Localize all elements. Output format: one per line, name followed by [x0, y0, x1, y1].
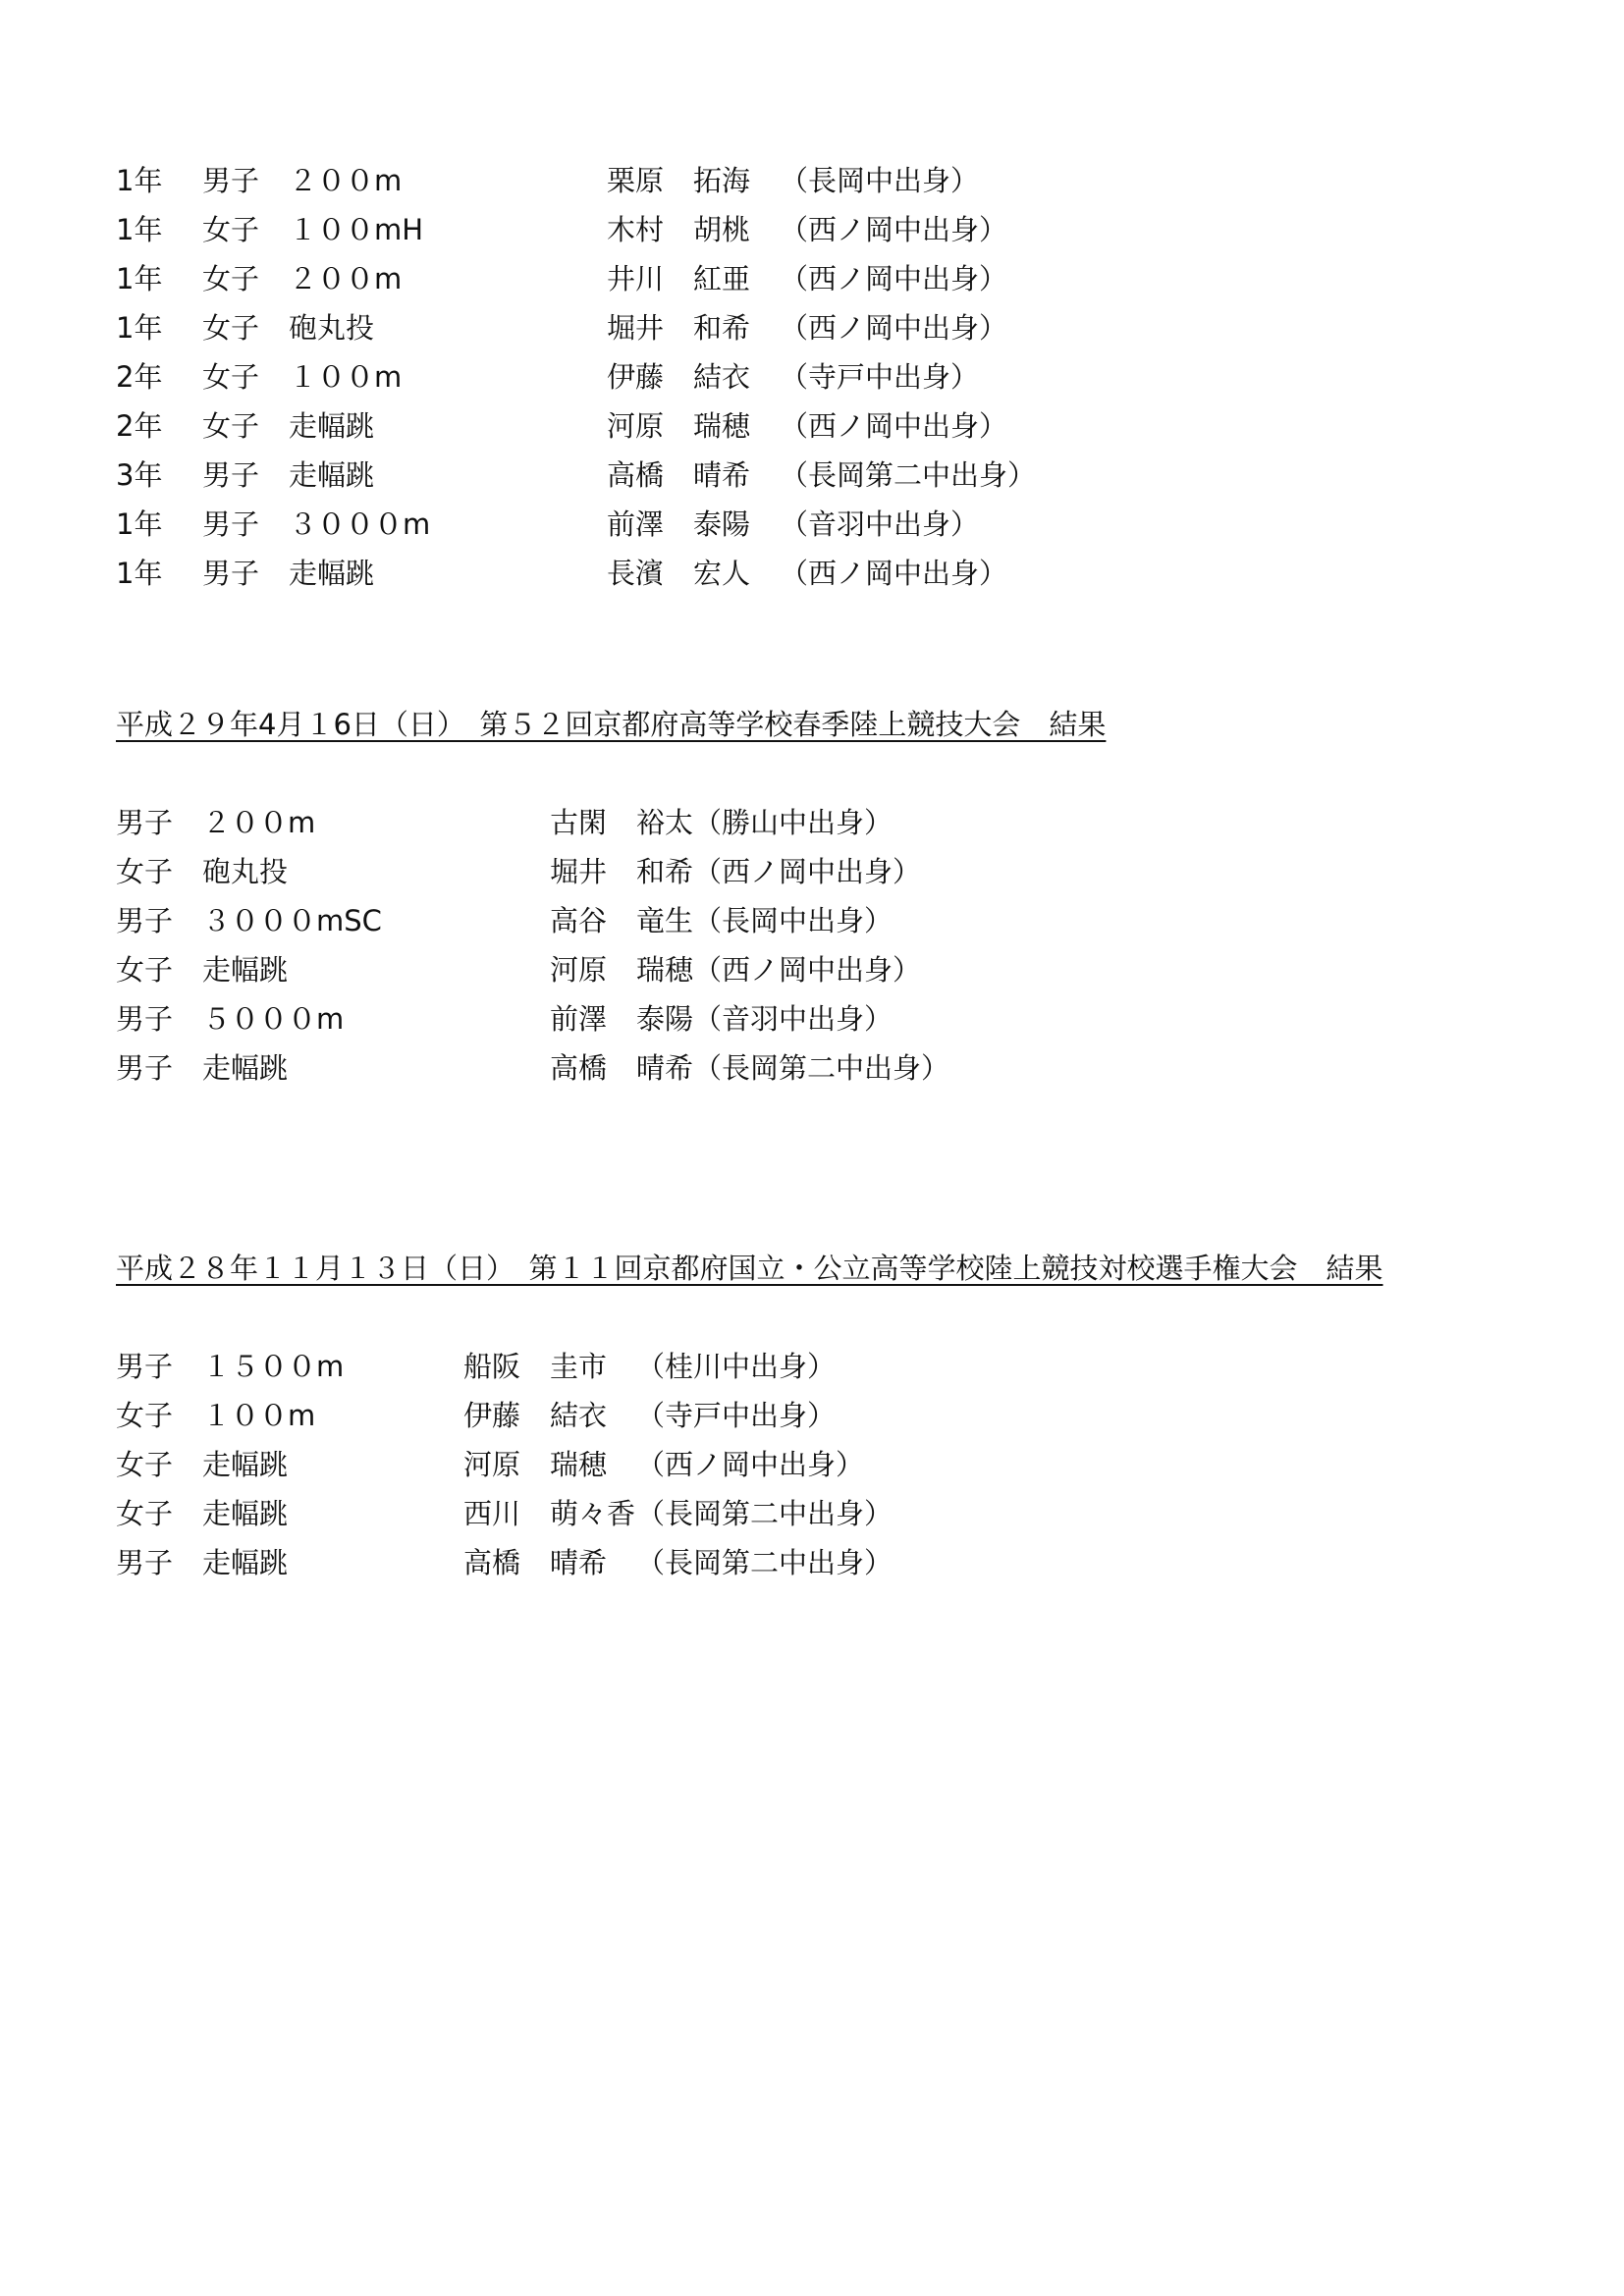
event: ２００m	[289, 262, 403, 295]
gender: 男子	[116, 806, 174, 839]
grade: 2年	[116, 409, 163, 443]
athlete-given-name: 宏人	[693, 557, 751, 590]
athlete-given-name: 竜生	[636, 904, 694, 937]
grade: 3年	[116, 458, 163, 492]
event: ３０００mSC	[202, 904, 382, 937]
school: （寺戸中出身）	[780, 360, 980, 394]
gender: 女子	[202, 213, 260, 246]
school: （西ノ岡中出身）	[693, 953, 922, 987]
school: （桂川中出身）	[636, 1350, 837, 1383]
gender: 男子	[116, 1051, 174, 1085]
school: （長岡第二中出身）	[780, 458, 1037, 492]
grade: 1年	[116, 164, 163, 197]
school: （西ノ岡中出身）	[780, 262, 1008, 295]
school: （長岡第二中出身）	[636, 1497, 893, 1530]
athlete-surname: 伊藤	[463, 1399, 521, 1432]
athlete-surname: 高橋	[463, 1546, 521, 1579]
gender: 女子	[202, 360, 260, 394]
athlete-surname: 河原	[550, 953, 608, 987]
gender: 男子	[202, 507, 260, 541]
athlete-surname: 長濱	[607, 557, 665, 590]
athlete-given-name: 圭市	[550, 1350, 608, 1383]
athlete-surname: 河原	[463, 1448, 521, 1481]
athlete-given-name: 晴希	[693, 458, 751, 492]
athlete-surname: 井川	[607, 262, 665, 295]
athlete-surname: 木村	[607, 213, 665, 246]
athlete-surname: 高橋	[607, 458, 665, 492]
athlete-given-name: 和希	[693, 311, 751, 345]
school: （音羽中出身）	[780, 507, 980, 541]
athlete-given-name: 泰陽	[693, 507, 751, 541]
athlete-surname: 堀井	[550, 855, 608, 888]
gender: 男子	[116, 1002, 174, 1036]
grade: 1年	[116, 213, 163, 246]
athlete-given-name: 泰陽	[636, 1002, 694, 1036]
school: （西ノ岡中出身）	[780, 557, 1008, 590]
event: １００m	[202, 1399, 316, 1432]
gender: 男子	[116, 904, 174, 937]
grade: 2年	[116, 360, 163, 394]
athlete-given-name: 裕太	[636, 806, 694, 839]
event: 走幅跳	[202, 1497, 289, 1530]
athlete-given-name: 結衣	[693, 360, 751, 394]
grade: 1年	[116, 262, 163, 295]
gender: 女子	[116, 1497, 174, 1530]
athlete-surname: 前澤	[550, 1002, 608, 1036]
athlete-given-name: 晴希	[636, 1051, 694, 1085]
athlete-given-name: 瑞穂	[550, 1448, 608, 1481]
athlete-surname: 伊藤	[607, 360, 665, 394]
school: （西ノ岡中出身）	[636, 1448, 865, 1481]
event: ２００m	[289, 164, 403, 197]
gender: 男子	[202, 164, 260, 197]
athlete-given-name: 結衣	[550, 1399, 608, 1432]
school: （寺戸中出身）	[636, 1399, 837, 1432]
section-heading: 平成２９年4月１6日（日） 第５２回京都府高等学校春季陸上競技大会 結果	[116, 708, 1107, 741]
event: ３０００m	[289, 507, 431, 541]
event: ５０００m	[202, 1002, 345, 1036]
athlete-given-name: 拓海	[693, 164, 751, 197]
gender: 女子	[116, 953, 174, 987]
grade: 1年	[116, 311, 163, 345]
event: 走幅跳	[289, 458, 375, 492]
event: 走幅跳	[289, 557, 375, 590]
event: ２００m	[202, 806, 316, 839]
athlete-surname: 高橋	[550, 1051, 608, 1085]
gender: 女子	[202, 311, 260, 345]
athlete-given-name: 和希	[636, 855, 694, 888]
event: 砲丸投	[202, 855, 289, 888]
event: 走幅跳	[202, 1448, 289, 1481]
gender: 女子	[202, 409, 260, 443]
school: （長岡第二中出身）	[636, 1546, 893, 1579]
school: （勝山中出身）	[693, 806, 893, 839]
athlete-surname: 栗原	[607, 164, 665, 197]
grade: 1年	[116, 507, 163, 541]
event: １００mH	[289, 213, 424, 246]
athlete-surname: 高谷	[550, 904, 608, 937]
gender: 女子	[116, 1399, 174, 1432]
event: 走幅跳	[202, 953, 289, 987]
athlete-given-name: 晴希	[550, 1546, 608, 1579]
school: （長岡中出身）	[693, 904, 893, 937]
gender: 男子	[116, 1350, 174, 1383]
athlete-surname: 河原	[607, 409, 665, 443]
athlete-surname: 船阪	[463, 1350, 521, 1383]
event: 走幅跳	[202, 1546, 289, 1579]
athlete-surname: 前澤	[607, 507, 665, 541]
athlete-given-name: 瑞穂	[636, 953, 694, 987]
school: （長岡第二中出身）	[693, 1051, 950, 1085]
athlete-surname: 堀井	[607, 311, 665, 345]
event: 走幅跳	[202, 1051, 289, 1085]
athlete-given-name: 萌々香	[550, 1497, 636, 1530]
school: （西ノ岡中出身）	[780, 311, 1008, 345]
event: 砲丸投	[289, 311, 375, 345]
section-heading: 平成２８年１１月１３日（日） 第１１回京都府国立・公立高等学校陸上競技対校選手権大会 結果	[116, 1252, 1383, 1285]
school: （音羽中出身）	[693, 1002, 893, 1036]
event: １００m	[289, 360, 403, 394]
athlete-surname: 古閑	[550, 806, 608, 839]
gender: 男子	[116, 1546, 174, 1579]
school: （西ノ岡中出身）	[693, 855, 922, 888]
grade: 1年	[116, 557, 163, 590]
gender: 男子	[202, 557, 260, 590]
athlete-given-name: 胡桃	[693, 213, 751, 246]
school: （西ノ岡中出身）	[780, 409, 1008, 443]
gender: 男子	[202, 458, 260, 492]
athlete-surname: 西川	[463, 1497, 521, 1530]
event: 走幅跳	[289, 409, 375, 443]
gender: 女子	[202, 262, 260, 295]
gender: 女子	[116, 1448, 174, 1481]
school: （長岡中出身）	[780, 164, 980, 197]
event: １５００m	[202, 1350, 345, 1383]
athlete-given-name: 瑞穂	[693, 409, 751, 443]
athlete-given-name: 紅亜	[693, 262, 751, 295]
school: （西ノ岡中出身）	[780, 213, 1008, 246]
gender: 女子	[116, 855, 174, 888]
